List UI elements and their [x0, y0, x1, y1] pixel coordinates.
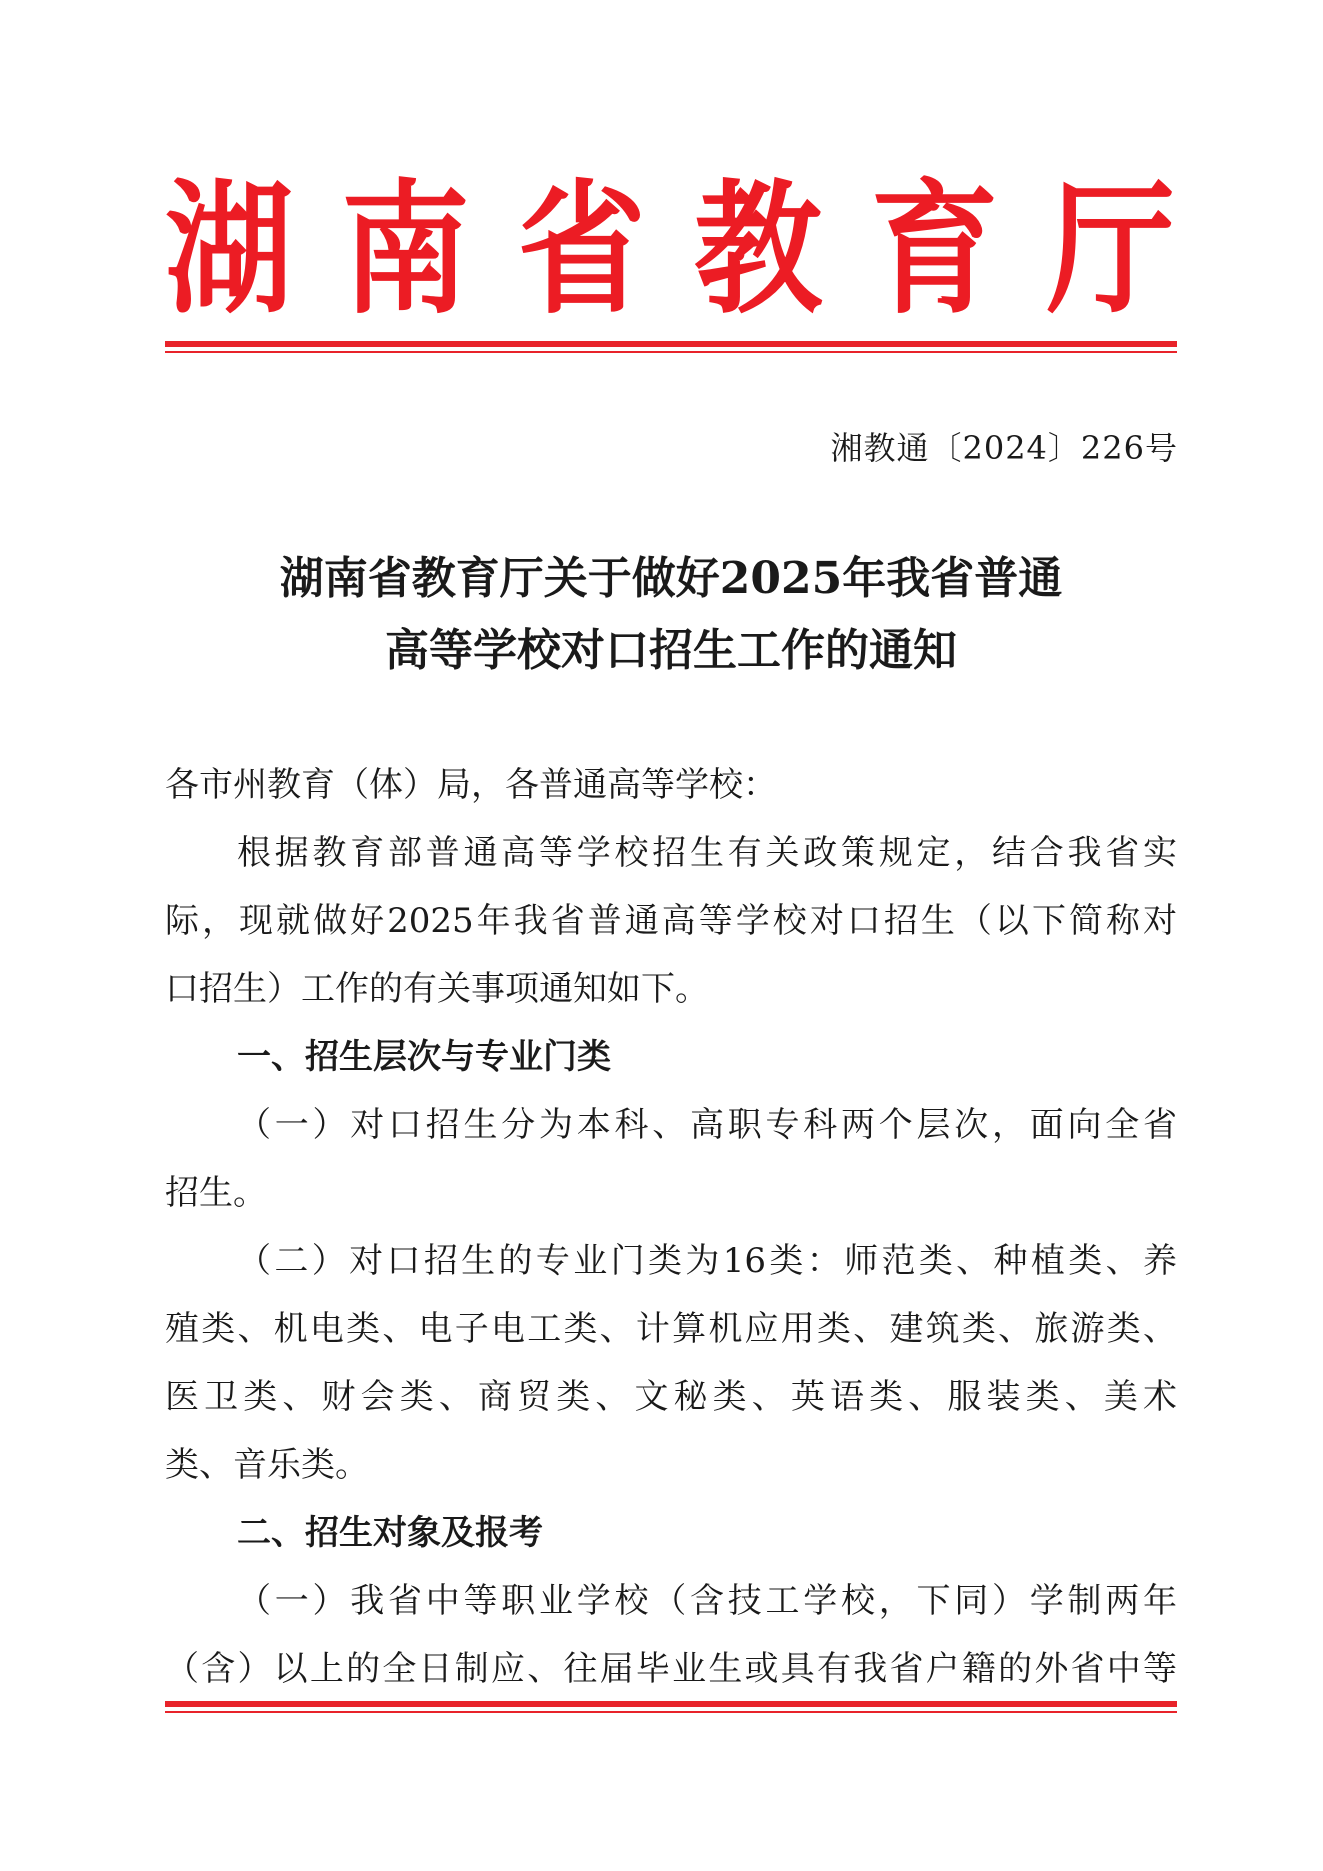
- paragraph-line: 殖类、机电类、电子电工类、计算机应用类、建筑类、旅游类、: [165, 1309, 1177, 1349]
- document-number: 湘教通〔2024〕226号: [830, 429, 1178, 467]
- salutation: 各市州教育（体）局，各普通高等学校：: [165, 765, 777, 805]
- paragraph-line: （一）我省中等职业学校（含技工学校，下同）学制两年: [237, 1581, 1177, 1621]
- paragraph-line: （含）以上的全日制应、往届毕业生或具有我省户籍的外省中等: [165, 1649, 1177, 1689]
- footer-rule-thin: [165, 1711, 1177, 1713]
- paragraph-line: 医卫类、财会类、商贸类、文秘类、英语类、服装类、美术: [165, 1377, 1177, 1417]
- footer-rule-thick: [165, 1701, 1177, 1707]
- header-rule-thick: [165, 341, 1177, 347]
- paragraph-line: （二）对口招生的专业门类为16类：师范类、种植类、养: [237, 1241, 1177, 1281]
- paragraph-line: 际，现就做好2025年我省普通高等学校对口招生（以下简称对: [165, 901, 1177, 941]
- masthead-char: 南: [341, 166, 470, 334]
- masthead-char: 省: [517, 166, 646, 334]
- masthead-char: 厅: [1046, 166, 1175, 334]
- masthead-char: 湖: [165, 166, 294, 334]
- paragraph-line: 口招生）工作的有关事项通知如下。: [165, 969, 709, 1009]
- paragraph-line: （一）对口招生分为本科、高职专科两个层次，面向全省: [237, 1105, 1177, 1145]
- section-heading: 一、招生层次与专业门类: [237, 1037, 611, 1077]
- footer-rule: [165, 1701, 1177, 1713]
- paragraph-line: 招生。: [165, 1173, 267, 1213]
- masthead-char: 育: [870, 166, 999, 334]
- section-heading: 二、招生对象及报考: [237, 1513, 543, 1553]
- paragraph-line: 根据教育部普通高等学校招生有关政策规定，结合我省实: [237, 833, 1177, 873]
- header-rule: [165, 341, 1177, 353]
- masthead: [165, 166, 1175, 334]
- document-title-line-2: 高等学校对口招生工作的通知: [385, 625, 957, 676]
- document-title-line-1: 湖南省教育厅关于做好2025年我省普通: [279, 553, 1063, 604]
- header-rule-thin: [165, 351, 1177, 353]
- paragraph-line: 类、音乐类。: [165, 1445, 369, 1485]
- masthead-char: 教: [694, 166, 823, 334]
